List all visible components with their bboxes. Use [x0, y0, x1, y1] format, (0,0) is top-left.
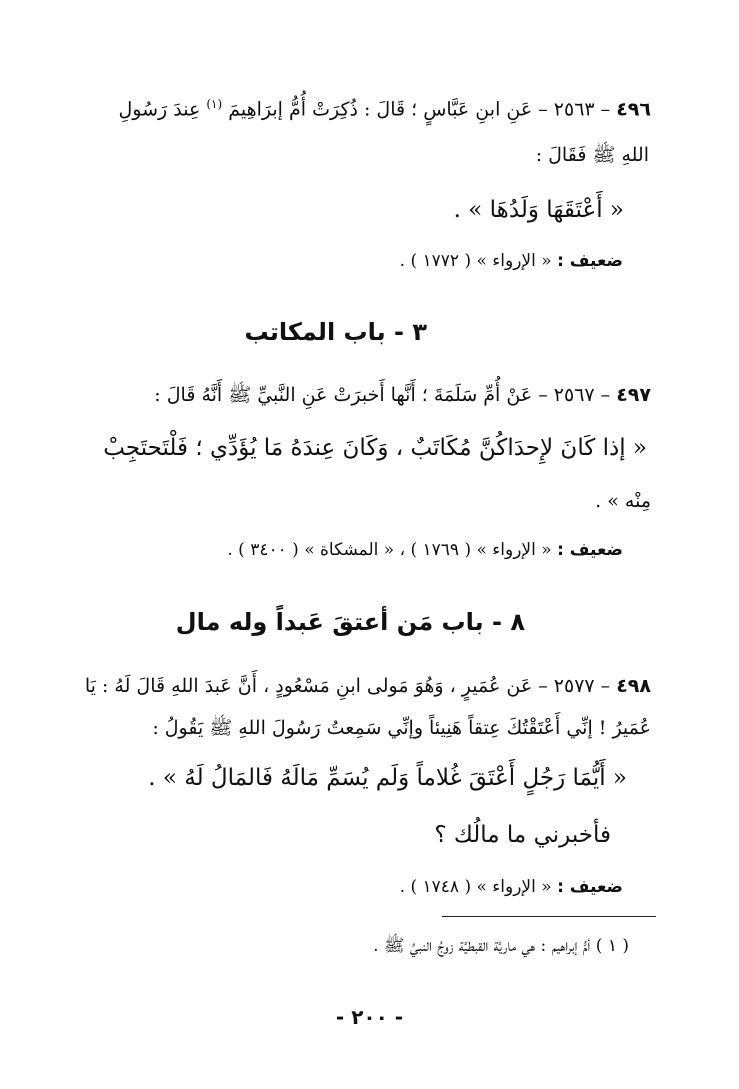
hadith-498-line-2: عُمَيرُ ! إنِّي أَعْتَقْتُكَ عِتقاً هَنِيئاً وإنِّي سَمِعتُ رَسُولَ اللهِ ﷺ يَقُولُ :: [152, 717, 651, 739]
hadith-496-grading: [400, 251, 623, 271]
hadith-reference: ٢٥٦٣: [553, 98, 595, 121]
section-heading-freeing-slave: ٨ - باب مَن أعتقَ عَبداً وله مال: [175, 608, 525, 636]
grade-label: ضعيف :: [557, 540, 623, 560]
hadith-497-line-3: مِنْه » .: [595, 490, 651, 512]
section-heading-mukatab: ٣ - باب المكاتب: [244, 318, 427, 346]
hadith-498-grading: [400, 877, 623, 897]
hadith-497-line-1: ٤٩٧ – ٢٥٦٧ – عَنْ أُمِّ سَلَمَةَ ؛ أَنَّها أَخبرَتْ عَنِ النَّبيِّ ﷺ أَنَّهُ قَالَ :: [154, 384, 651, 406]
footnote-reference: (١): [206, 97, 223, 111]
grade-label: ضعيف :: [557, 877, 623, 897]
hadith-text: عِندَ رَسُولِ: [118, 98, 201, 121]
hadith-498-quote: « أَيُّمَا رَجُلٍ أَعْتَقَ غُلاماً وَلَم يُسَمِّ مَالَهُ فَالمَالُ لَهُ » .: [148, 765, 627, 791]
footnote-divider: [442, 916, 656, 917]
hadith-text: عَنِ ابنِ عَبَّاسٍ ؛ قَالَ : ذُكِرَتْ أُمُّ إبرَاهِيمَ: [228, 98, 533, 121]
hadith-498-line-4: فأخبرني ما مالُك ؟: [434, 822, 611, 848]
hadith-496-line-2: اللهِ ﷺ فَقَالَ :: [535, 144, 649, 166]
footnote-text: أمُّ إبراهيم : هي ماريَّة القبطيَّة زوجُ النبيِّ ﷺ .: [373, 936, 591, 956]
footnote-marker: ( ١ ): [595, 936, 629, 956]
hadith-reference: ٢٥٦٧: [553, 384, 595, 406]
grade-reference: « الإرواء » ( ١٧٤٨ ) .: [399, 877, 552, 897]
hadith-496-quote: « أَعْتَقَهَا وَلَدُهَا » .: [453, 197, 624, 223]
grade-reference: « الإرواء » ( ١٧٦٩ ) ، « المشكاة » ( ٣٤٠٠ ) .: [227, 540, 552, 560]
hadith-497-grading: [227, 540, 623, 560]
grade-label: ضعيف :: [557, 251, 623, 271]
footnote: [373, 935, 629, 960]
hadith-497-line-2: « إذا كَانَ لإِحدَاكُنَّ مُكَاتَبٌ ، وَكَانَ عِندَهُ مَا يُؤَدِّي ؛ فَلْتَحتَجِبْ: [103, 435, 647, 461]
hadith-number: ٤٩٨: [616, 675, 651, 697]
hadith-number: ٤٩٦: [616, 98, 651, 121]
hadith-496-line-1: ٤٩٦ – ٢٥٦٣ – عَنِ ابنِ عَبَّاسٍ ؛ قَالَ : ذُكِرَتْ أُمُّ إبرَاهِيمَ $^{(١)}$ عِندَ رَسُولِ: [118, 97, 651, 121]
hadith-498-line-1: ٤٩٨ – ٢٥٧٧ – عَن عُمَيرٍ ، وَهُوَ مَولى ابنِ مَسْعُودٍ ، أَنَّ عَبدَ اللهِ قَالَ لَهُ : يَا: [84, 675, 651, 697]
hadith-text: عَنْ أُمِّ سَلَمَةَ ؛ أَنَّها أَخبرَتْ عَنِ النَّبيِّ ﷺ أَنَّهُ قَالَ :: [154, 384, 533, 406]
page-number: - ٢٠٠ -: [335, 1005, 404, 1029]
hadith-number: ٤٩٧: [616, 384, 651, 406]
grade-reference: « الإرواء » ( ١٧٧٢ ) .: [399, 251, 552, 271]
hadith-reference: ٢٥٧٧: [553, 675, 595, 697]
hadith-text: عَن عُمَيرٍ ، وَهُوَ مَولى ابنِ مَسْعُودٍ ، أَنَّ عَبدَ اللهِ قَالَ لَهُ : يَا: [84, 675, 533, 697]
